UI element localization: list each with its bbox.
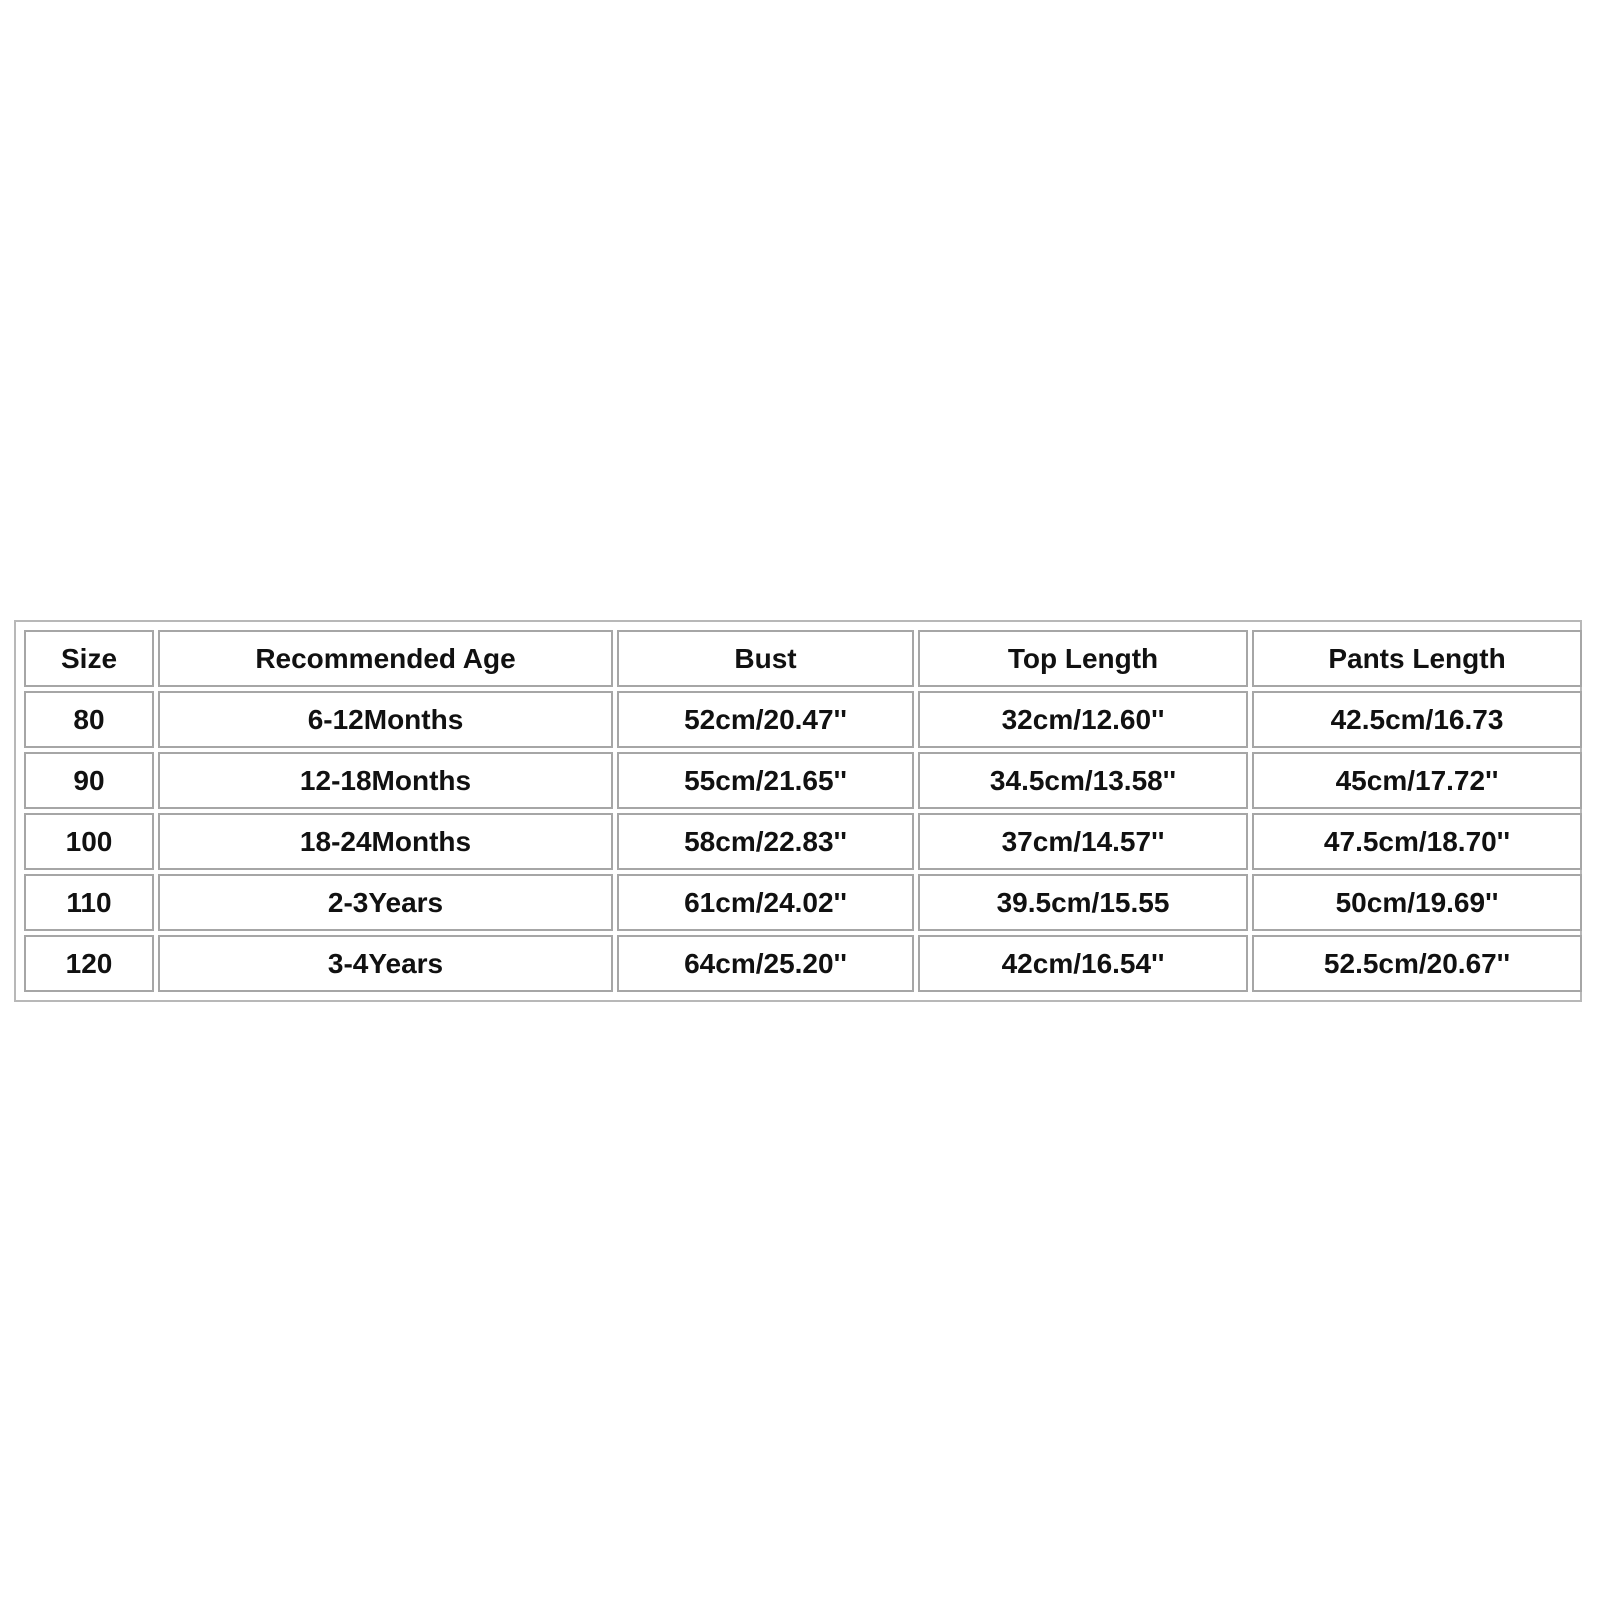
cell-size: 120 bbox=[24, 935, 154, 992]
cell-bust: 61cm/24.02'' bbox=[617, 874, 914, 931]
size-table bbox=[20, 626, 1586, 996]
table-row bbox=[24, 935, 1582, 992]
cell-pants-length: 47.5cm/18.70'' bbox=[1252, 813, 1582, 870]
table-row bbox=[24, 752, 1582, 809]
header-top-length: Top Length bbox=[918, 630, 1248, 687]
cell-recommended-age: 2-3Years bbox=[158, 874, 613, 931]
cell-top-length: 32cm/12.60'' bbox=[918, 691, 1248, 748]
header-bust: Bust bbox=[617, 630, 914, 687]
header-size: Size bbox=[24, 630, 154, 687]
cell-top-length: 34.5cm/13.58'' bbox=[918, 752, 1248, 809]
header-row bbox=[24, 630, 1582, 687]
cell-bust: 52cm/20.47'' bbox=[617, 691, 914, 748]
size-chart-table bbox=[14, 620, 1582, 1002]
header-pants-length: Pants Length bbox=[1252, 630, 1582, 687]
cell-top-length: 39.5cm/15.55 bbox=[918, 874, 1248, 931]
cell-top-length: 42cm/16.54'' bbox=[918, 935, 1248, 992]
cell-recommended-age: 18-24Months bbox=[158, 813, 613, 870]
cell-pants-length: 45cm/17.72'' bbox=[1252, 752, 1582, 809]
cell-recommended-age: 12-18Months bbox=[158, 752, 613, 809]
table-row bbox=[24, 813, 1582, 870]
cell-pants-length: 42.5cm/16.73 bbox=[1252, 691, 1582, 748]
table-row bbox=[24, 874, 1582, 931]
cell-bust: 55cm/21.65'' bbox=[617, 752, 914, 809]
cell-bust: 58cm/22.83'' bbox=[617, 813, 914, 870]
cell-recommended-age: 6-12Months bbox=[158, 691, 613, 748]
cell-top-length: 37cm/14.57'' bbox=[918, 813, 1248, 870]
cell-size: 110 bbox=[24, 874, 154, 931]
cell-bust: 64cm/25.20'' bbox=[617, 935, 914, 992]
table-row bbox=[24, 691, 1582, 748]
cell-recommended-age: 3-4Years bbox=[158, 935, 613, 992]
cell-size: 90 bbox=[24, 752, 154, 809]
cell-pants-length: 50cm/19.69'' bbox=[1252, 874, 1582, 931]
cell-size: 100 bbox=[24, 813, 154, 870]
header-recommended-age: Recommended Age bbox=[158, 630, 613, 687]
cell-pants-length: 52.5cm/20.67'' bbox=[1252, 935, 1582, 992]
cell-size: 80 bbox=[24, 691, 154, 748]
